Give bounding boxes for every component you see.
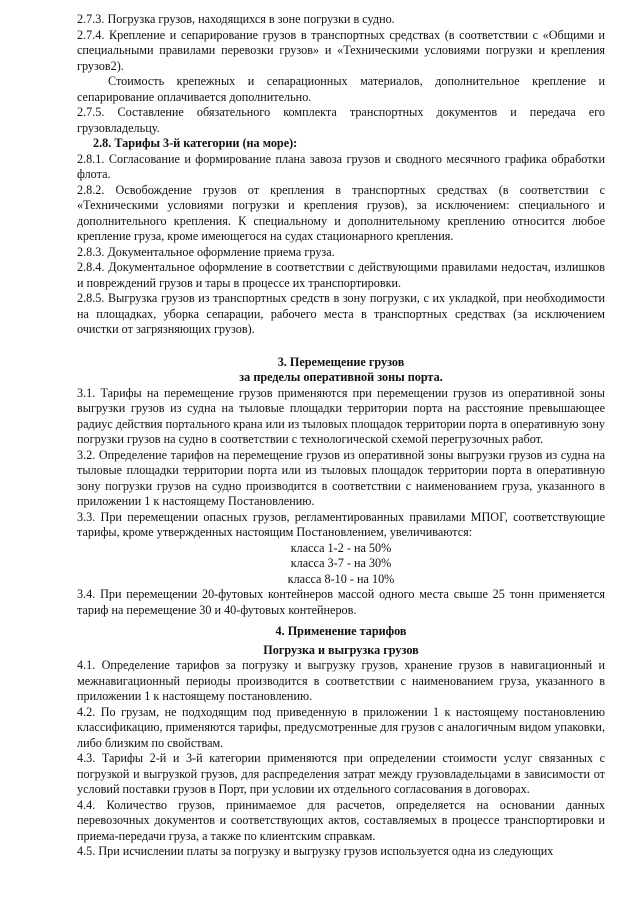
hazard-class-1-2: класса 1-2 - на 50% [290, 540, 392, 555]
section-4-title: 4. Применение тарифов [275, 624, 407, 638]
paragraph-2-7-5: 2.7.5. Составление обязательного комплекта транспортных документов и передача его грузовладельцу. [77, 105, 605, 135]
section-3-subtitle: за пределы оперативной зоны порта. [239, 370, 443, 384]
paragraph-materials-cost: Стоимость крепежных и сепарационных материалов, дополнительное крепление и сепарирование оплачивается дополнительно. [77, 74, 605, 104]
paragraph-2-8-3: 2.8.3. Документальное оформление приема груза. [77, 244, 335, 259]
paragraph-2-8-4: 2.8.4. Документальное оформление в соответствии с действующими правилами недостач, излишков и повреждений грузов и тары в процессе их транспортировки. [77, 260, 605, 290]
paragraph-4-4: 4.4. Количество грузов, принимаемое для расчетов, определяется на основании данных перевозочных документов и соответствующих актов, составляемых в процессе транспортировки и приема-передачи груза, а также по клиентским справкам. [77, 797, 605, 843]
paragraph-3-1: 3.1. Тарифы на перемещение грузов применяются при перемещении грузов из оперативной зоны выгрузки грузов из судна на тыловые площадки территории порта на расстояние превышающее радиус действия портального крана или из тыловых площадок территории порта в оперативную зону погрузки грузов на судно в соответствии с технологической схемой перегрузочных работ. [77, 385, 605, 446]
hazard-class-3-7: класса 3-7 - на 30% [290, 556, 392, 570]
paragraph-4-2: 4.2. По грузам, не подходящим под приведенную в приложении 1 к настоящему постановлению классификацию, применяются тарифы, предусмотренные для грузов с аналогичным видом упаковки, либо близким по свойствам. [77, 704, 605, 750]
subsection-heading-2-8: 2.8. Тарифы 3-й категории (на море): [93, 136, 298, 150]
paragraph-4-5: 4.5. При исчислении платы за погрузку и выгрузку грузов используется одна из следующих [77, 844, 554, 858]
paragraph-3-4: 3.4. При перемещении 20-футовых контейнеров массой одного места свыше 25 тонн применяется тариф на перемещение 30 и 40-футовых контейнеров. [77, 587, 605, 617]
paragraph-2-8-2: 2.8.2. Освобождение грузов от крепления в транспортных средствах (в соответствии с «Техническими условиями погрузки и крепления грузов), за исключением: специального и дополнительного крепления. К специальному и дополнительному креплению относится любое крепление груза, кроме имеющегося на судах стационарного крепления. [77, 182, 605, 243]
hazard-class-8-10: класса 8-10 - на 10% [287, 571, 395, 586]
spacer [77, 338, 605, 355]
paragraph-2-8-1: 2.8.1. Согласование и формирование плана завоза грузов и сводного месячного графика обработки флота. [77, 151, 605, 181]
paragraph-4-3: 4.3. Тарифы 2-й и 3-й категории применяются при определении стоимости услуг связанных с погрузкой и выгрузкой грузов, для распределения затрат между грузовладельцами в зависимости от условий поставки грузов в Порт, при условии их отдельного согласования в договорах. [77, 751, 605, 796]
section-4-subtitle: Погрузка и выгрузка грузов [263, 642, 419, 657]
paragraph-3-2: 3.2. Определение тарифов на перемещение грузов из оперативной зоны выгрузки грузов из судна на тыловые площадки территории порта или из тыловых площадок территории порта в оперативную зону погрузки грузов на судно производится в соответствии с наименованием груза, указанного в приложении 1 к настоящему Постановлению. [77, 447, 605, 508]
paragraph-2-7-4: 2.7.4. Крепление и сепарирование грузов в транспортных средствах (в соответствии с «Общими и специальными правилами перевозки грузов» и «Техническими условиями погрузки и крепления грузов2). [77, 27, 605, 73]
paragraph-2-7-3: 2.7.3. Погрузка грузов, находящихся в зоне погрузки в судно. [77, 12, 395, 26]
section-3-title: 3. Перемещение грузов [277, 354, 405, 369]
paragraph-2-8-5: 2.8.5. Выгрузка грузов из транспортных средств в зону погрузки, с их укладкой, при необходимости на площадках, уборка сепарации, рабочего места в транспортных средствах (за исключением очистки от загрязняющих грузов). [77, 291, 605, 336]
paragraph-3-3: 3.3. При перемещении опасных грузов, регламентированных правилами МПОГ, соответствующие тарифы, кроме утвержденных настоящим Постановлением, увеличиваются: [77, 509, 605, 539]
paragraph-4-1: 4.1. Определение тарифов за погрузку и выгрузку грузов, хранение грузов в навигационный и межнавигационный периоды производится в соответствии с наименованием груза, указанного в приложении 1 к настоящему постановлению. [77, 658, 605, 703]
